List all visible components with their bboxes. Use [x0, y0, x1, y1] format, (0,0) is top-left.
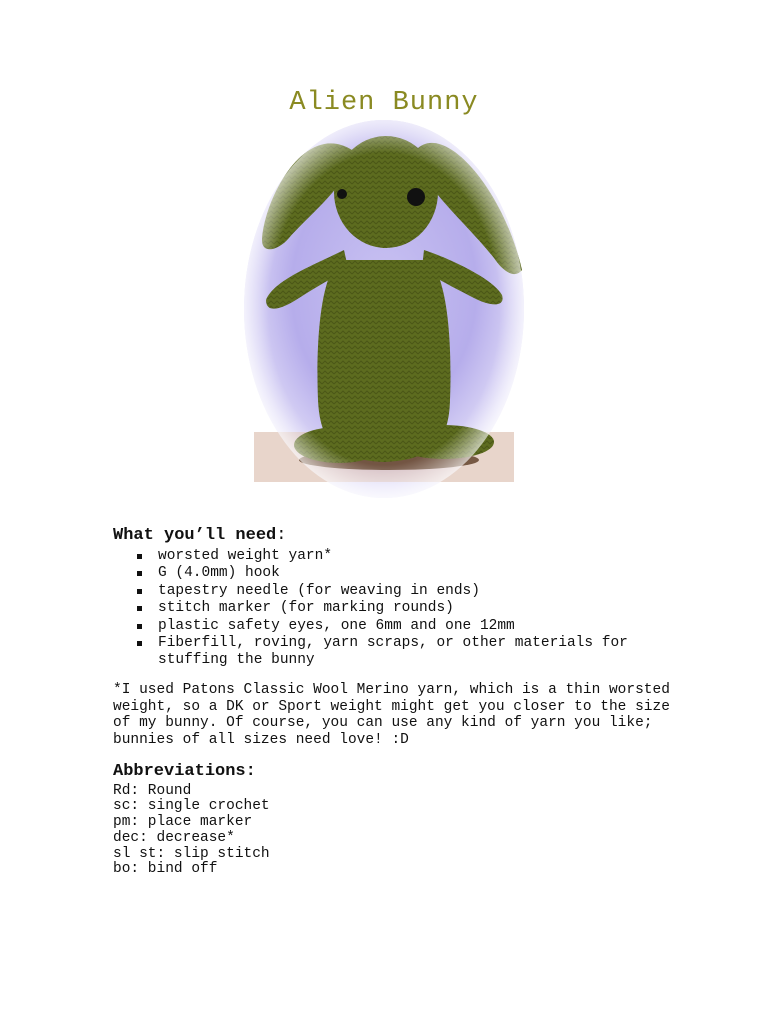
supply-text: plastic safety eyes, one 6mm and one 12mm: [158, 617, 515, 634]
abbreviation-item: Rd: Round: [113, 782, 192, 799]
abbreviation-item: sl st: slip stitch: [113, 845, 270, 862]
supplies-list: [113, 548, 673, 669]
supply-text: stitch marker (for marking rounds): [158, 600, 454, 616]
supply-text: Fiberfill, roving, yarn scraps, or other materials for stuffing the bunny: [158, 635, 628, 668]
abbreviations-list: [113, 784, 673, 879]
abbreviations-heading: Abbreviations:: [113, 762, 256, 781]
page-title: Alien Bunny: [289, 88, 479, 118]
supply-item: [158, 600, 673, 617]
abbreviation-item: pm: place marker: [113, 814, 253, 831]
needs-heading-colon: :: [276, 526, 287, 545]
supply-text: tapestry needle (for weaving in ends): [158, 582, 480, 599]
supply-item: [158, 548, 673, 565]
bullet-icon: [137, 554, 142, 559]
bullet-icon: [137, 624, 142, 629]
abbreviation-item: sc: single crochet: [113, 798, 270, 815]
bunny-photo: [244, 120, 524, 498]
bullet-icon: [137, 606, 142, 611]
needs-heading-text: What you’ll need: [113, 526, 277, 545]
supply-item: [158, 565, 673, 582]
pattern-text: [113, 528, 673, 878]
supply-item: [158, 583, 673, 600]
needs-heading: [113, 528, 673, 545]
bullet-icon: [137, 589, 142, 594]
bullet-icon: [137, 641, 142, 646]
yarn-note: *I used Patons Classic Wool Merino yarn, which is a thin worsted weight, so a DK or Sport weight might get you closer to the size of my bunny. Of course, you can use any kind of yarn you like; bunnies of all sizes need love! :D: [113, 682, 670, 748]
supply-item: [158, 618, 673, 635]
abbreviation-item: dec: decrease*: [113, 829, 235, 846]
bullet-icon: [137, 571, 142, 576]
supply-text: worsted weight yarn*: [158, 547, 333, 564]
abbreviation-item: bo: bind off: [113, 861, 218, 878]
supply-text: G (4.0mm) hook: [158, 565, 280, 581]
supply-item: [158, 635, 673, 668]
